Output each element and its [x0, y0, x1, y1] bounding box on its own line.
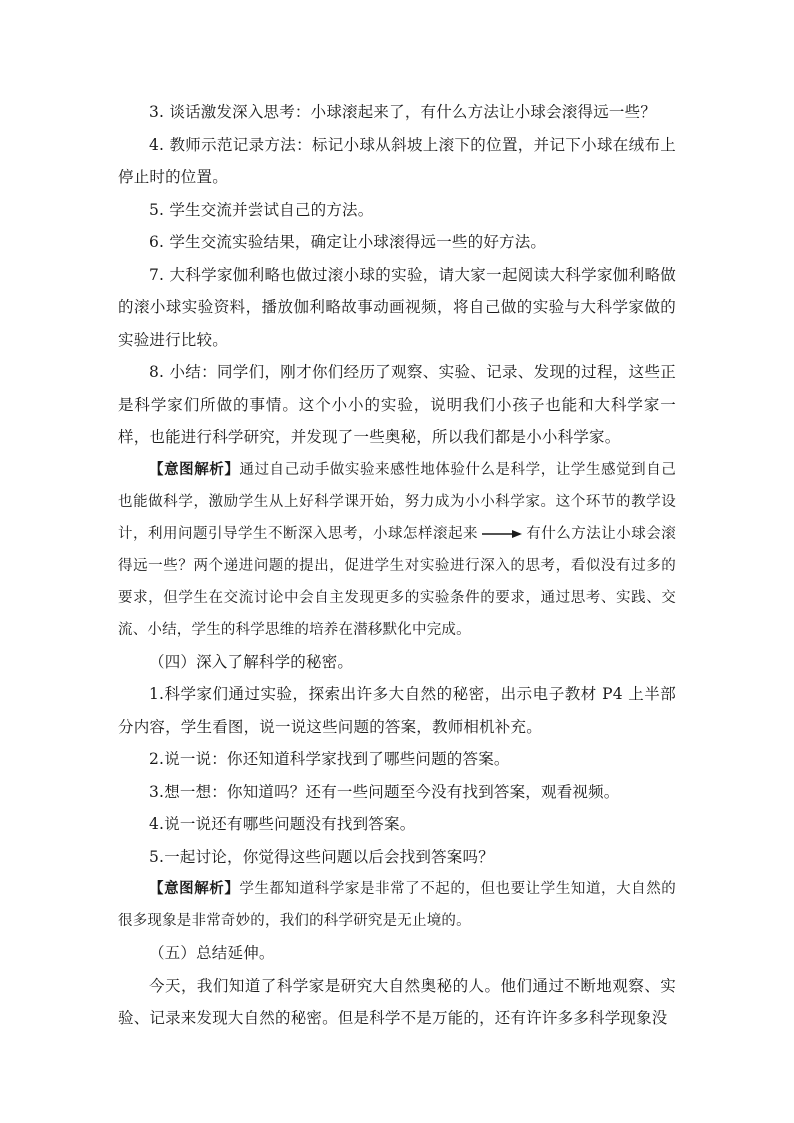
intent-analysis-note-1	[118, 454, 676, 646]
paragraph-step-7: 7. 大科学家伽利略也做过滚小球的实验，请大家一起阅读大科学家伽利略做的滚小球实验资料，播放伽利略故事动画视频，将自己做的实验与大科学家做的实验进行比较。	[118, 265, 676, 349]
paragraph-step-4: 4. 教师示范记录方法：标记小球从斜坡上滚下的位置，并记下小球在绒布上停止时的位置。	[118, 135, 676, 186]
section-5-text: 今天，我们知道了科学家是研究大自然奥秘的人。他们通过不断地观察、实验、记录来发现大自然的秘密。但是科学不是万能的，还有许许多多科学现象没	[118, 976, 676, 1027]
section-4-item-3: 3.想一想：你知道吗？还有一些问题至今没有找到答案，观看视频。	[149, 782, 620, 801]
intent-analysis-tag: 【意图解析】	[149, 881, 240, 897]
intent-analysis-note-2	[118, 873, 676, 937]
paragraph-step-3: 3. 谈话激发深入思考：小球滚起来了，有什么方法让小球会滚得远一些？	[149, 103, 657, 121]
intent-analysis-text-a: 通过自己动手做实验来感性地体验什么是科学，让学生感觉到自己也能做科学，激励学生从上好科学课开始，努力成为小小科学家。这个环节的教学设计，利用问题引导学生不断深入思考，小球怎样滚起来	[118, 461, 676, 542]
intent-analysis-text: 学生都知道科学家是非常了不起的，但也要让学生知道，大自然的很多现象是非常奇妙的，我们的科学研究是无止境的。	[118, 881, 676, 929]
section-4-item-1: 1.科学家们通过实验，探索出许多大自然的秘密，出示电子教材 P4 上半部分内容，学生看图，说一说这些问题的答案，教师相机补充。	[118, 685, 676, 736]
intent-analysis-tag: 【意图解析】	[149, 461, 240, 478]
section-4-item-4: 4.说一说还有哪些问题没有找到答案。	[149, 815, 416, 833]
section-5-heading: （五）总结延伸。	[149, 944, 275, 962]
intent-analysis-text-b: 有什么方法让小球会滚得远一些？两个递进问题的提出，促进学生对实验进行深入的思考，看似没有过多的要求，但学生在交流讨论中会自主发现更多的实验条件的要求，通过思考、实践、交流、小结，学生的科学思维的培养在潜移默化中完成。	[118, 525, 676, 638]
section-4-item-5: 5.一起讨论，你觉得这些问题以后会找到答案吗？	[149, 847, 494, 866]
document-body	[118, 96, 676, 1035]
paragraph-step-8: 8. 小结：同学们，刚才你们经历了观察、实验、记录、发现的过程，这些正是科学家们所做的事情。这个小小的实验，说明我们小孩子也能和大科学家一样，也能进行科学研究，并发现了一些奥秘，所以我们都是小小科学家。	[118, 363, 676, 446]
paragraph-step-5: 5. 学生交流并尝试自己的方法。	[149, 200, 374, 219]
right-arrow-icon	[482, 529, 522, 539]
paragraph-step-6: 6. 学生交流实验结果，确定让小球滚得远一些的好方法。	[149, 233, 547, 251]
section-4-heading: （四）深入了解科学的秘密。	[149, 652, 354, 671]
section-4-item-2: 2.说一说：你还知道科学家找到了哪些问题的答案。	[149, 750, 510, 768]
